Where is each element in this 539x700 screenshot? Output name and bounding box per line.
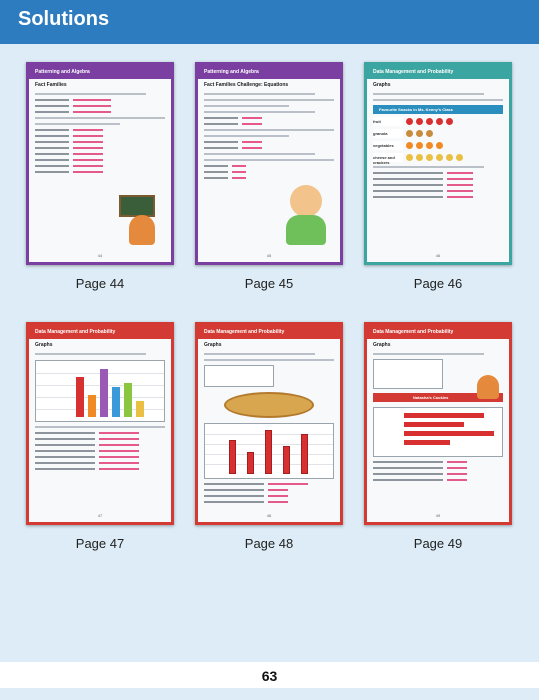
equation-row [35,141,165,143]
thumbnail-page-48[interactable] [195,322,343,525]
thumbnail-subheading: Graphs [204,342,222,348]
thumbnail-page-49[interactable] [364,322,512,525]
text-line [35,353,146,355]
caption-page-45: Page 45 [244,276,294,291]
mini-page-number: 45 [266,253,272,258]
thumbnail-page-45[interactable] [195,62,343,265]
answer-row [204,501,334,503]
text-line [204,99,334,101]
thumbnail-page-46[interactable] [364,62,512,265]
girl-illustration [477,375,499,399]
bar-graph-illustration [35,360,165,422]
chalkboard-illustration [119,195,155,217]
snack-row-granola [373,129,503,138]
graph-title: Natasha's Cookies [413,395,449,400]
answer-row [35,444,165,446]
caption-page-44: Page 44 [75,276,125,291]
child-illustration [129,215,155,245]
answer-row [35,456,165,458]
thumbnail-subheading: Graphs [373,82,391,88]
equation-row [35,165,165,167]
answer-row [373,184,503,186]
header-banner [0,0,539,44]
page-title: Solutions [18,8,110,30]
answer-row [373,467,503,469]
text-line [35,426,165,428]
caption-page-47: Page 47 [75,536,125,551]
text-line [204,353,315,355]
thumbnail-page-44[interactable] [26,62,174,265]
text-line [373,93,484,95]
equation-row [204,141,334,143]
text-line [204,135,289,137]
thumbnail-page-47[interactable] [26,322,174,525]
text-line [35,123,120,125]
answer-row [373,479,503,481]
thumbnail-subheading: Graphs [35,342,53,348]
text-line [204,159,334,161]
mini-page-number: 49 [435,513,441,518]
text-line [204,359,334,361]
equation-row [35,105,165,107]
thumbnail-subheading: Fact Families Challenge: Equations [204,82,289,88]
thumbnail-heading: Data Management and Probability [29,325,171,339]
caption-page-49: Page 49 [413,536,463,551]
text-line [204,93,315,95]
equation-row [35,147,165,149]
snack-label: vegetables [373,141,403,150]
text-line [373,353,484,355]
equation-row [35,171,165,173]
answer-row [35,432,165,434]
snack-row-fruit [373,117,503,126]
equation-row [35,111,165,113]
thumbnail-heading: Patterning and Algebra [29,65,171,79]
thumbnail-heading: Data Management and Probability [367,65,509,79]
text-line [373,166,484,168]
horizontal-bar-graph-illustration [373,407,503,457]
equation-row [35,159,165,161]
text-line [204,111,315,113]
answer-row [35,438,165,440]
equation-row [204,165,334,167]
mini-page-number: 44 [97,253,103,258]
answer-row [204,495,334,497]
snack-label: granola [373,129,403,138]
mini-page-number: 46 [435,253,441,258]
pictograph-title-bar [373,105,503,114]
answer-row [373,196,503,198]
answer-row [373,473,503,475]
equation-row [204,177,334,179]
equation-row [35,99,165,101]
text-line [373,99,503,101]
snack-row-cheese [373,153,503,165]
snack-label: fruit [373,117,403,126]
answer-row [373,461,503,463]
bar-graph-illustration [204,423,334,479]
text-line [35,93,146,95]
equation-row [35,135,165,137]
table-illustration [373,359,443,389]
equation-row [204,117,334,119]
thumbnail-heading: Data Management and Probability [367,325,509,339]
page-number: 63 [261,668,278,684]
mini-page-number: 47 [97,513,103,518]
answer-row [204,483,334,485]
thumbnail-subheading: Graphs [373,342,391,348]
table-illustration [204,365,274,387]
text-line [204,153,315,155]
boy-body-illustration [286,215,326,245]
thumbnail-heading: Patterning and Algebra [198,65,340,79]
equation-row [204,147,334,149]
thumbnail-heading: Data Management and Probability [198,325,340,339]
equation-row [35,153,165,155]
answer-row [373,172,503,174]
solutions-panel [0,44,539,662]
pie-illustration [224,392,314,418]
snack-label: cheese and crackers [373,153,403,162]
footer [0,662,539,700]
footer-band [0,688,539,700]
answer-row [373,190,503,192]
text-line [204,105,289,107]
answer-row [35,450,165,452]
equation-row [204,123,334,125]
snack-row-vegetables [373,141,503,150]
boy-head-illustration [290,185,322,217]
pictograph-title: Favourite Snacks in Ms. Kenny's Class [379,107,453,112]
mini-page-number: 48 [266,513,272,518]
answer-row [35,468,165,470]
answer-row [35,462,165,464]
equation-row [35,129,165,131]
answer-row [204,489,334,491]
answer-row [373,178,503,180]
text-line [204,129,334,131]
caption-page-46: Page 46 [413,276,463,291]
equation-row [204,171,334,173]
text-line [35,117,165,119]
thumbnail-subheading: Fact Families [35,82,67,88]
caption-page-48: Page 48 [244,536,294,551]
